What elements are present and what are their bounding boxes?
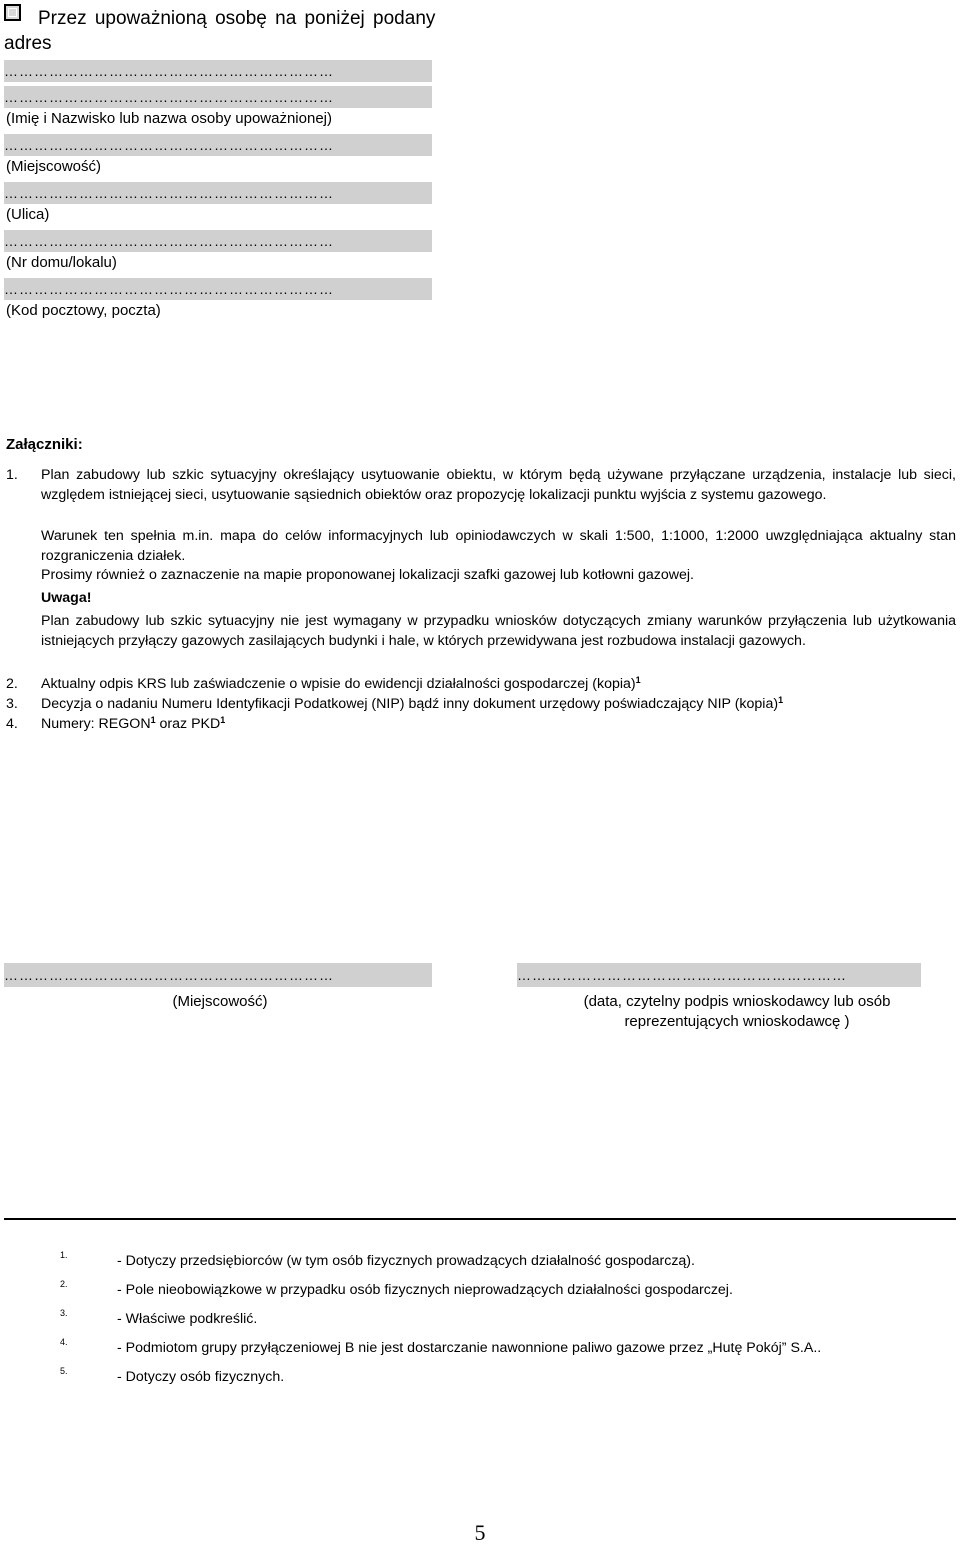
attachment-4-text-a: Numery: REGON: [41, 716, 151, 732]
footnote-3-number: 3.: [60, 1308, 68, 1318]
footnote-1-number: 1.: [60, 1250, 68, 1260]
signature-place-field[interactable]: …………………………………………………………: [4, 963, 432, 987]
footnote-3-text: - Właściwe podkreślić.: [117, 1311, 258, 1327]
attachment-1-note-text: Plan zabudowy lub szkic sytuacyjny nie jest wymagany w przypadku wniosków dotyczących zmiany warunków przyłączenia lub użytkowania istniejących przyłączy gazowych zasilających budynki i hale, w których przewidywana jest rozbudowa instalacji gazowych.: [41, 613, 956, 649]
attachment-1-note-label: Uwaga!: [41, 590, 92, 606]
footnote-2-number: 2.: [60, 1279, 68, 1289]
checkbox-heading: Przez upoważnioną osobę na poniżej podany adres: [4, 8, 436, 54]
house-number-field[interactable]: …………………………………………………………: [4, 230, 432, 252]
postal-code-field-label: (Kod pocztowy, poczta): [6, 302, 161, 319]
signature-place-label: (Miejscowość): [172, 993, 268, 1010]
page-number: 5: [474, 1520, 486, 1545]
attachment-4: [41, 715, 225, 735]
attachment-3-footnote-ref: 1: [778, 695, 784, 705]
footnote-1-text: - Dotyczy przedsiębiorców (w tym osób fizycznych prowadzących działalność gospodarczą).: [117, 1253, 695, 1269]
name-field-line-2[interactable]: …………………………………………………………: [4, 86, 432, 108]
signature-date-label-line-2: reprezentujących wnioskodawcę ): [624, 1013, 850, 1030]
attachment-2-text: Aktualny odpis KRS lub zaświadczenie o wpisie do ewidencji działalności gospodarczej (kopia): [41, 676, 636, 692]
attachment-3-number: 3.: [6, 696, 18, 712]
attachment-1-condition: Warunek ten spełnia m.in. mapa do celów informacyjnych lub opiniodawczych w skali 1:500, 1:1000, 1:2000 uwzględniająca aktualny stan rozgraniczenia działek.: [41, 528, 956, 564]
city-field-label: (Miejscowość): [6, 158, 102, 175]
city-field[interactable]: …………………………………………………………: [4, 134, 432, 156]
street-field-label: (Ulica): [6, 206, 50, 223]
footnote-4-text: - Podmiotom grupy przyłączeniowej B nie jest dostarczanie nawonnione paliwo gazowe przez „Hutę Pokój” S.A..: [117, 1340, 822, 1356]
house-number-field-label: (Nr domu/lokalu): [6, 254, 117, 271]
checkbox[interactable]: [4, 4, 21, 21]
attachment-4-footnote-ref-a: 1: [150, 715, 156, 725]
signature-date-label-line-1: (data, czytelny podpis wnioskodawcy lub osób: [583, 993, 891, 1010]
attachment-2: [41, 675, 641, 695]
attachments-heading: Załączniki:: [6, 436, 83, 453]
postal-code-field[interactable]: …………………………………………………………: [4, 278, 432, 300]
signature-date-field[interactable]: …………………………………………………………: [517, 963, 921, 987]
footnote-4-number: 4.: [60, 1337, 68, 1347]
street-field[interactable]: …………………………………………………………: [4, 182, 432, 204]
attachment-2-number: 2.: [6, 676, 18, 692]
attachment-1-request: Prosimy również o zaznaczenie na mapie proponowanej lokalizacji szafki gazowej lub kotłowni gazowej.: [41, 567, 694, 583]
attachment-4-text-b: oraz PKD: [155, 716, 221, 732]
attachment-4-number: 4.: [6, 716, 18, 732]
attachment-1-text: Plan zabudowy lub szkic sytuacyjny określający usytuowanie obiektu, w którym będą używane przyłączane urządzenia, instalacje lub sieci, względem istniejącej sieci, usytuowanie sąsiednich obiektów oraz propozycję lokalizacji punktu wyjścia z systemu gazowego.: [41, 467, 956, 503]
footnote-5-number: 5.: [60, 1366, 68, 1376]
footnote-divider: [4, 1218, 956, 1220]
name-field-label: (Imię i Nazwisko lub nazwa osoby upoważnionej): [6, 110, 332, 127]
attachment-4-footnote-ref-b: 1: [220, 715, 226, 725]
attachment-3: [41, 695, 783, 715]
footnote-5-text: - Dotyczy osób fizycznych.: [117, 1369, 285, 1385]
attachment-2-footnote-ref: 1: [635, 675, 641, 685]
attachment-3-text: Decyzja o nadaniu Numeru Identyfikacji Podatkowej (NIP) bądź inny dokument urzędowy poświadczający NIP (kopia): [41, 696, 779, 712]
attachment-1-number: 1.: [6, 467, 18, 483]
name-field-line-1[interactable]: …………………………………………………………: [4, 60, 432, 82]
footnote-2-text: - Pole nieobowiązkowe w przypadku osób fizycznych nieprowadzących działalności gospodarczej.: [117, 1282, 733, 1298]
